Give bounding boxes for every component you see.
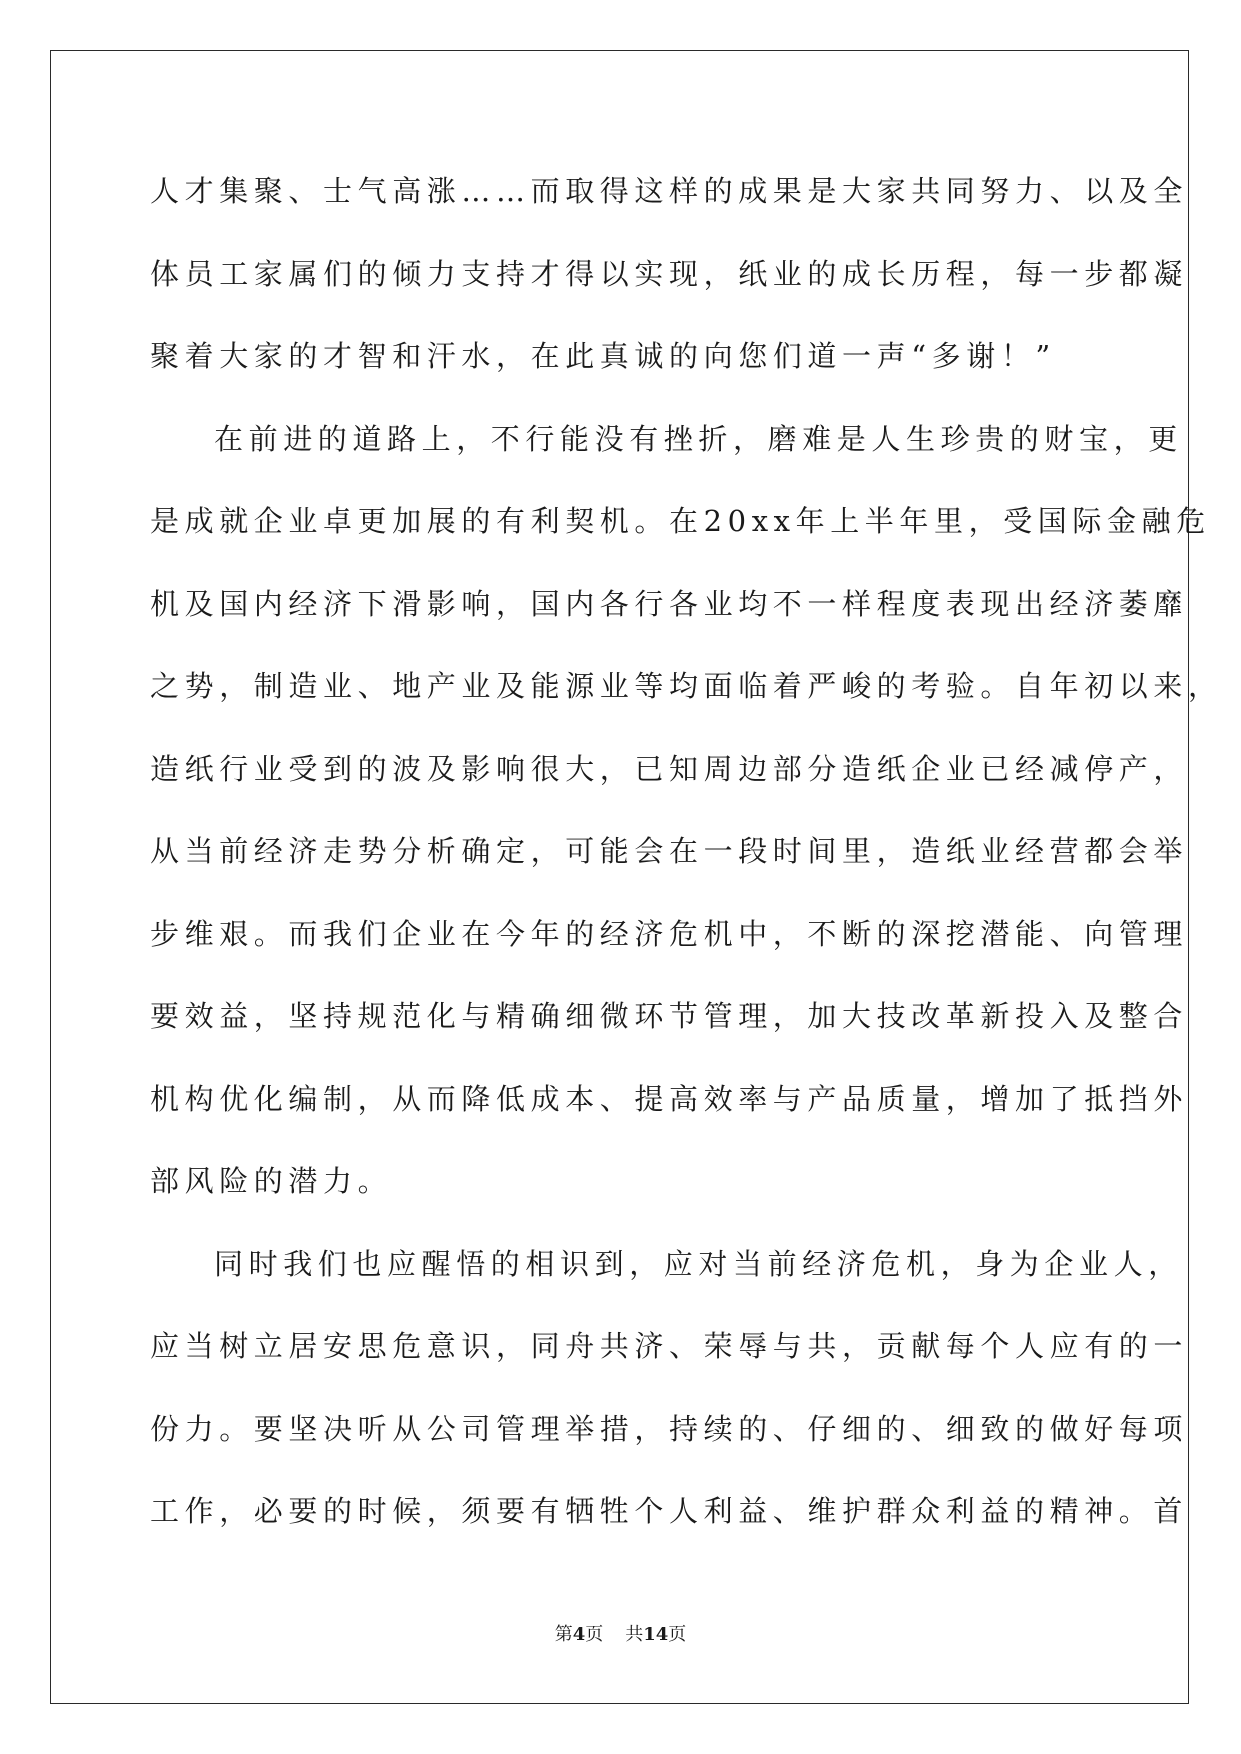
text-line: 是成就企业卓更加展的有利契机。在20xx年上半年里，受国际金融危	[150, 504, 1211, 538]
page-total: 14	[643, 1624, 669, 1645]
paragraph-start-line: 在前进的道路上，不行能没有挫折，磨难是人生珍贵的财宝，更	[214, 421, 1183, 456]
text-line: 部风险的潜力。	[150, 1164, 393, 1198]
page-prefix: 第	[554, 1624, 573, 1645]
text-line: 之势，制造业、地产业及能源业等均面临着严峻的考验。自年初以来，	[150, 669, 1223, 703]
text-line: 应当树立居安思危意识，同舟共济、荣辱与共，贡献每个人应有的一	[150, 1329, 1189, 1363]
text-line: 造纸行业受到的波及影响很大，已知周边部分造纸企业已经减停产，	[150, 751, 1189, 786]
page-footer	[0, 1620, 1241, 1646]
text-line: 人才集聚、士气高涨……而取得这样的成果是大家共同努力、以及全	[150, 174, 1189, 208]
document-body	[150, 166, 1223, 1569]
total-suffix: 页	[668, 1624, 687, 1645]
text-line: 机及国内经济下滑影响，国内各行各业均不一样程度表现出经济萎靡	[150, 586, 1189, 621]
text-line: 份力。要坚决听从公司管理举措，持续的、仔细的、细致的做好每项	[150, 1411, 1189, 1446]
text-line: 机构优化编制，从而降低成本、提高效率与产品质量，增加了抵挡外	[150, 1081, 1189, 1116]
text-line: 从当前经济走势分析确定，可能会在一段时间里，造纸业经营都会举	[150, 834, 1189, 868]
text-line: 工作，必要的时候，须要有牺牲个人利益、维护群众利益的精神。首	[150, 1494, 1189, 1528]
page-current: 4	[572, 1624, 586, 1645]
text-line: 步维艰。而我们企业在今年的经济危机中，不断的深挖潜能、向管理	[150, 916, 1189, 951]
text-line: 要效益，坚持规范化与精确细微环节管理，加大技改革新投入及整合	[150, 999, 1189, 1033]
total-prefix: 共	[625, 1624, 644, 1645]
page-suffix: 页	[585, 1624, 604, 1645]
text-line: 体员工家属们的倾力支持才得以实现，纸业的成长历程，每一步都凝	[150, 256, 1189, 291]
text-line: 聚着大家的才智和汗水，在此真诚的向您们道一声“多谢！”	[150, 339, 1056, 373]
paragraph-start-line: 同时我们也应醒悟的相识到，应对当前经济危机，身为企业人，	[214, 1246, 1183, 1281]
